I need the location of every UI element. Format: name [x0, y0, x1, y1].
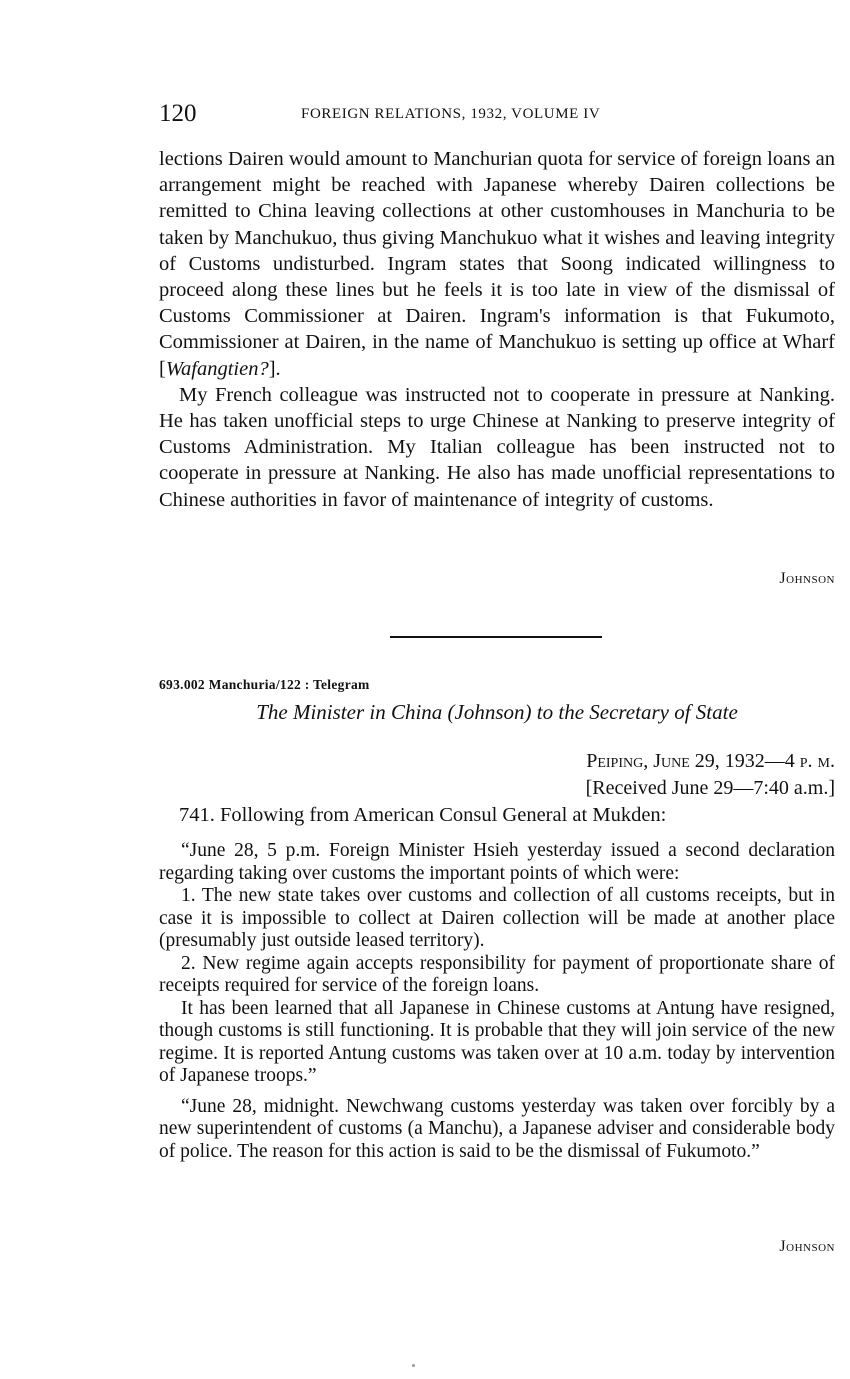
telegram-body	[159, 840, 835, 1163]
dateline-block	[586, 748, 835, 802]
received-line: [Received June 29—7:40 a.m.]	[585, 777, 835, 799]
numbered-point: 1. The new state takes over customs and collection of all customs receipts, but in case it is impossible to collect at Dairen collection will be made at another place (presumably just outside leased territory).	[159, 885, 835, 951]
dateline: Peiping, June 29, 1932—4 p. m.	[586, 750, 835, 772]
section-divider	[390, 636, 602, 638]
signature: Johnson	[779, 1238, 835, 1255]
paragraph: My French colleague was instructed not to cooperate in pressure at Nanking. He has taken unofficial steps to urge Chinese at Nanking to preserve integrity of Customs Administration. My Italian colleague has been instructed not to cooperate in pressure at Nanking. He also has made unofficial representations to Chinese authorities in favor of maintenance of integrity of customs.	[159, 383, 835, 511]
section-1-body	[159, 146, 835, 513]
paragraph: 741. Following from American Consul General at Mukden:	[179, 804, 667, 826]
italic-place-name: Wafangtien?	[165, 357, 269, 380]
numbered-point: 2. New regime again accepts responsibility for payment of proportionate share of receipts required for service of the foreign loans.	[159, 952, 835, 996]
quoted-paragraph: “June 28, midnight. Newchwang customs yesterday was taken over forcibly by a new superintendent of customs (a Manchu), a Japanese adviser and considerable body of police. The reason for this action is said to be the dismissal of Fukumoto.”	[159, 1095, 835, 1162]
signature: Johnson	[779, 570, 835, 587]
page-header	[159, 100, 835, 132]
paragraph: lections Dairen would amount to Manchurian quota for service of foreign loans an arrangement might be reached with Japanese whereby Dairen collections be remitted to China leaving collections at other customhouses in Manchuria to be taken by Manchukuo, thus giving Manchukuo what it wishes and leaving integrity of Customs undisturbed. Ingram states that Soong indicated willingness to proceed along these lines but he feels it is too late in view of the dismissal of Customs Commissioner at Dairen. Ingram's information is that Fukumoto, Commissioner at Dairen, in the name of Manchukuo is setting up office at Wharf [Wafangtien?].	[159, 148, 835, 380]
quoted-paragraph: It has been learned that all Japanese in Chinese customs at Antung have resigned, though customs is still functioning. It is probable that they will join service of the new regime. It is reported Antung customs was taken over at 10 a.m. today by intervention of Japanese troops.”	[159, 997, 835, 1086]
page-number: 120	[159, 100, 197, 127]
quoted-paragraph: “June 28, 5 p.m. Foreign Minister Hsieh yesterday issued a second declaration regarding taking over customs the important points of which were:	[159, 840, 835, 884]
running-head: FOREIGN RELATIONS, 1932, VOLUME IV	[301, 106, 601, 122]
document-title: The Minister in China (Johnson) to the Secretary of State	[256, 700, 738, 724]
scan-speck	[412, 1364, 415, 1367]
telegram-intro	[159, 802, 835, 828]
file-reference: 693.002 Manchuria/122 : Telegram	[159, 677, 370, 692]
